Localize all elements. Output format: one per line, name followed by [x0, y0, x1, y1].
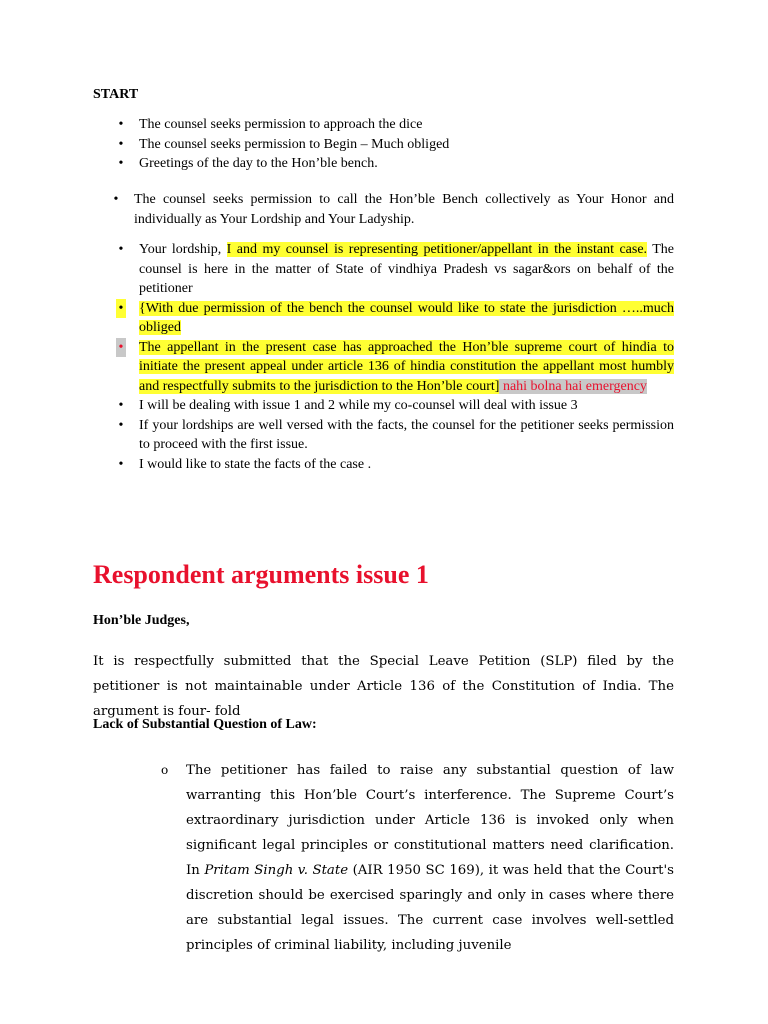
- bullet-icon: •: [118, 136, 124, 152]
- bullet-icon: •: [116, 299, 126, 319]
- sub-bullet-paragraph: o The petitioner has failed to raise any substantial question of law warranting this Hon’ble Court’s interference. The Supreme Court’s extraordinary jurisdiction under Article 136 is invoked only when significant legal principles or constitutional matters need clarification. In Pritam Singh v. State (AIR 1950 SC 169), it was held that the Court's discretion should be exercised sparingly and only in cases where there are substantial legal issues. The current case involves well-settled principles of criminal liability, including juvenile: [186, 758, 674, 958]
- circle-bullet-icon: o: [161, 763, 169, 777]
- list-item: • The counsel seeks permission to approach the dice: [139, 115, 679, 135]
- bullet-icon: •: [118, 156, 124, 171]
- bullet-icon: •: [113, 192, 119, 207]
- list-item: • The counsel seeks permission to Begin – Much obliged: [139, 135, 679, 155]
- bullet-icon: •: [116, 338, 126, 358]
- start-heading: START: [93, 87, 139, 102]
- list-item: [118, 299, 674, 338]
- bullet-icon: •: [118, 398, 124, 413]
- list-item: • If your lordships are well versed with the facts, the counsel for the petitioner seeks permission to proceed with the first issue.: [139, 416, 674, 455]
- highlighted-text: The appellant in the present case has approached the Hon’ble supreme court of hindia to initiate the present appeal under article 136 of hindia constitution the appellant most humbly and respectfully submits to the jurisdiction to the Hon’ble court]: [139, 339, 674, 394]
- bullet-icon: •: [118, 117, 124, 132]
- address-list: [113, 190, 674, 229]
- highlighted-text: {With due permission of the bench the counsel would like to state the jurisdiction …..much obliged: [139, 300, 674, 335]
- list-item: • Greetings of the day to the Hon’ble bench.: [139, 154, 679, 174]
- red-note-text: nahi bolna hai emergency: [499, 378, 647, 394]
- list-item: • I will be dealing with issue 1 and 2 while my co-counsel will deal with issue 3: [139, 396, 674, 416]
- list-item: • Your lordship, I and my counsel is representing petitioner/appellant in the instant case. The counsel is here in the matter of State of vindhiya Pradesh vs sagar&ors on behalf of the petitioner: [139, 240, 674, 299]
- section-title: Respondent arguments issue 1: [93, 560, 429, 589]
- subheading: Lack of Substantial Question of Law:: [93, 717, 317, 732]
- list-item: • The counsel seeks permission to call the Hon’ble Bench collectively as Your Honor and individually as Your Lordship and Your Ladyship.: [134, 190, 674, 229]
- list-item: • I would like to state the facts of the case .: [139, 455, 674, 475]
- list-item: [118, 338, 674, 397]
- bullet-icon: •: [118, 456, 124, 472]
- bullet-icon: •: [118, 242, 124, 257]
- introduction-list: [118, 240, 674, 474]
- case-citation: Pritam Singh v. State: [204, 863, 349, 878]
- highlighted-text: I and my counsel is representing petitioner/appellant in the instant case.: [226, 242, 648, 257]
- intro-paragraph: It is respectfully submitted that the Special Leave Petition (SLP) filed by the petitioner is not maintainable under Article 136 of the Constitution of India. The argument is four- fold: [93, 654, 674, 719]
- opening-list: [118, 115, 679, 174]
- salutation: Hon’ble Judges,: [93, 613, 190, 628]
- bullet-icon: •: [118, 417, 124, 433]
